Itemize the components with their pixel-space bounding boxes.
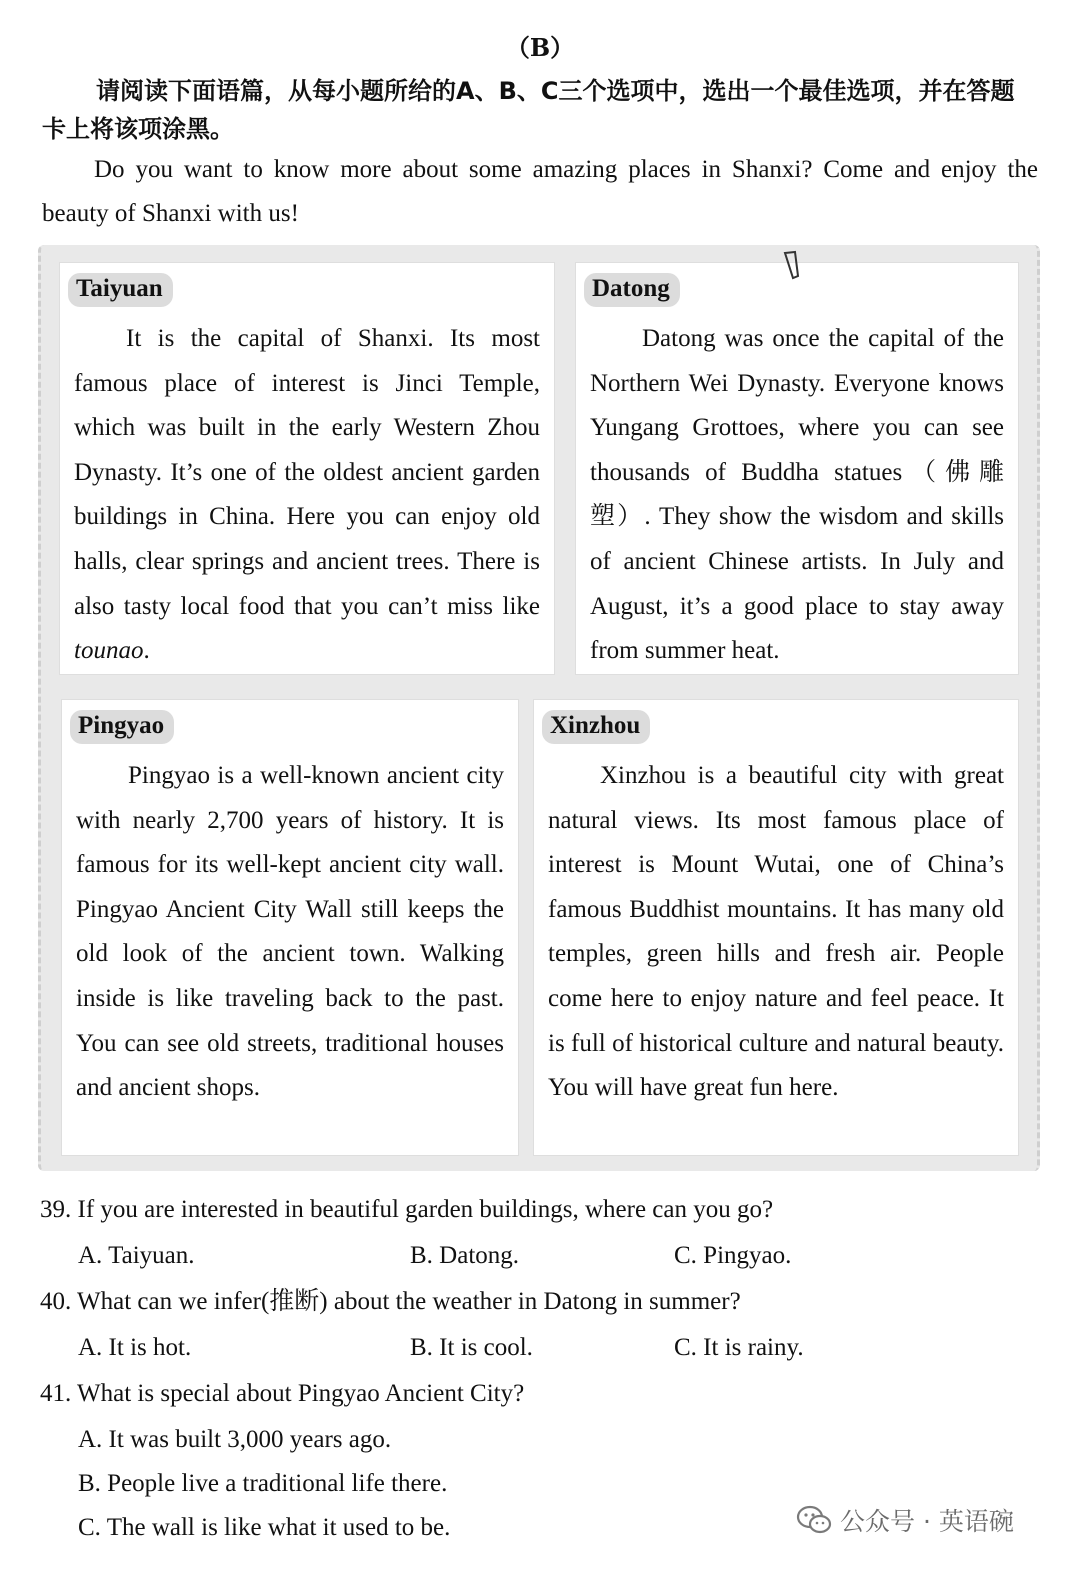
watermark-text: 公众号 · 英语碗 <box>840 1507 1014 1536</box>
option-a: A. It was built 3,000 years ago. <box>78 1426 392 1453</box>
option-b: B. It is cool. <box>410 1334 533 1361</box>
option-b: B. People live a traditional life there. <box>78 1470 448 1497</box>
watermark <box>796 1502 1014 1538</box>
section-label: （B） <box>505 33 575 62</box>
question-39: 39. If you are interested in beautiful garden buildings, where can you go? <box>40 1196 774 1223</box>
card-title: Taiyuan <box>68 273 173 307</box>
option-a: A. Taiyuan. <box>78 1242 195 1269</box>
card-datong <box>576 263 1018 674</box>
questions <box>40 1190 1040 1552</box>
options-40 <box>40 1328 1040 1374</box>
options-39 <box>40 1236 1040 1282</box>
food-name: tounao <box>74 637 144 665</box>
card-body: Pingyao is a well-known ancient city with nearly 2,700 years of history. It is famous for its well-kept ancient city wall. Pingyao Ancient City Wall still keeps the old look of the ancient town. Walking inside is like traveling back to the past. You can see old streets, traditional houses and ancient shops. <box>76 762 504 1102</box>
card-title: Pingyao <box>70 710 174 744</box>
wechat-icon <box>796 1505 832 1535</box>
option-b: B. Datong. <box>410 1242 520 1269</box>
card-pingyao <box>62 700 518 1155</box>
card-body: Xinzhou is a beautiful city with great natural views. Its most famous place of interest is Mount Wutai, one of China’s famous Buddhist mountains. It has many old temples, green hills and fresh air. People come here to enjoy nature and feel peace. It is full of historical culture and natural beauty. You will have great fun here. <box>548 762 1004 1102</box>
card-body: It is the capital of Shanxi. Its most famous place of interest is Jinci Temple, which was built in the early Western Zhou Dynasty. It’s one of the oldest ancient garden buildings in China. Here you can enjoy old halls, clear springs and ancient trees. There is also tasty local food that you can’t miss like tounao. <box>74 325 540 665</box>
option-c: C. It is rainy. <box>674 1334 804 1361</box>
card-title: Datong <box>584 273 680 307</box>
option-c: C. The wall is like what it used to be. <box>78 1514 451 1541</box>
option-c: C. Pingyao. <box>674 1242 792 1269</box>
question-40: 40. What can we infer(推断) about the weather in Datong in summer? <box>40 1288 741 1315</box>
passage-frame <box>38 245 1040 1171</box>
card-title: Xinzhou <box>542 710 650 744</box>
instruction-text: 请阅读下面语篇，从每小题所给的A、B、C三个选项中，选出一个最佳选项，并在答题卡上将该项涂黑。 <box>42 77 1015 143</box>
question-41: 41. What is special about Pingyao Ancient City? <box>40 1380 525 1407</box>
pencil-mark-icon <box>782 250 802 280</box>
card-taiyuan <box>60 263 554 674</box>
card-body: Datong was once the capital of the Northern Wei Dynasty. Everyone knows Yungang Grottoes, where you can see thousands of Buddha statues（佛雕塑）. They show the wisdom and skills of ancient Chinese artists. In July and August, it’s a good place to stay away from summer heat. <box>590 325 1004 665</box>
intro-paragraph: Do you want to know more about some amazing places in Shanxi? Come and enjoy the beauty of Shanxi with us! <box>42 156 1038 227</box>
option-a: A. It is hot. <box>78 1334 192 1361</box>
card-xinzhou <box>534 700 1018 1155</box>
